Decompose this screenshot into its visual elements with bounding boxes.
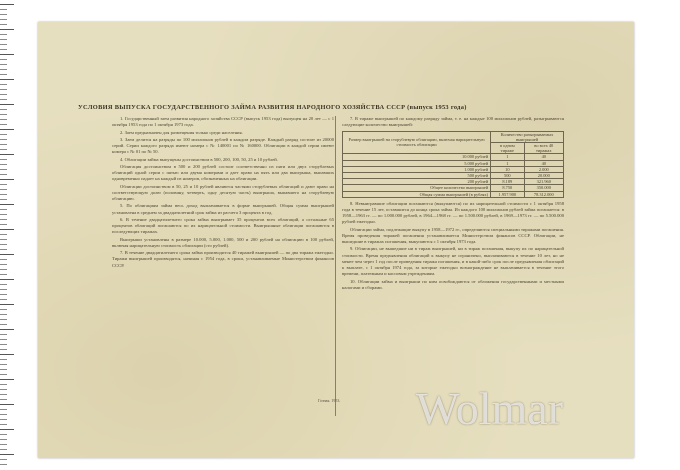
cell-size: 500 рублей xyxy=(343,172,491,178)
ruler-tick xyxy=(0,244,7,245)
ruler-tick xyxy=(0,344,7,345)
ruler-tick xyxy=(0,249,7,250)
ruler-tick xyxy=(0,284,7,285)
left-paragraph: 3. Заем делится на разряды по 100 миллионов рублей в каждом разряде. Каждый разряд состоит из 20000 серий. Серии каждого разряда имеют номера с № 140001 по № 160000. Облигации в каждой серии имеют номера с № 01 по № 50. xyxy=(112,136,334,155)
cell-one: 1 xyxy=(491,154,525,160)
ruler-tick xyxy=(0,34,7,35)
ruler-tick xyxy=(0,444,7,445)
table-total-sum-row xyxy=(343,191,564,197)
ruler-tick xyxy=(0,89,7,90)
ruler-tick xyxy=(0,404,14,405)
cell-one: 500 xyxy=(491,172,525,178)
ruler-tick xyxy=(0,189,7,190)
ruler-tick xyxy=(0,414,7,415)
right-column xyxy=(342,116,564,292)
left-paragraph: Облигация достоинством в 500 и 200 рублей состоит соответственно из пяти или двух сторублевых облигаций одной серии с пятью или двумя номерами и дает право на пять или два выигрыша, выпавших одновременно падает на каждый из номеров, обозначенных на облигации. xyxy=(112,163,334,182)
ruler-tick xyxy=(0,79,14,80)
ruler-tick xyxy=(0,209,7,210)
ruler-tick xyxy=(0,269,7,270)
ruler-tick xyxy=(0,69,7,70)
printer-imprint: Гознак. 1953. xyxy=(318,398,341,403)
table-head-size: Размер выигрышей на стоpублевую облигацию, включая нарицательную стоимость облигации xyxy=(343,131,491,154)
right-paragraph: 8. Невыигравшие облигации погашаются (выкупаются) по их нарицательной стоимости с 1 октября 1958 года в течение 15 лет, оставшиеся до конца срока займа. Из каждого 100 миллионов рублей займа погашается: в 1958—1963 гг. — по 1.000.000 рублей, в 1964—1968 гг. — по 1.500.000 рублей, в 1969—1973 гг. — по 5.500.000 рублей ежегодно. xyxy=(342,200,564,225)
ruler-tick xyxy=(0,424,7,425)
wolmar-watermark: Wolmar xyxy=(416,383,564,434)
ruler-tick xyxy=(0,114,7,115)
ruler-tick xyxy=(0,354,14,355)
ruler-tick xyxy=(0,319,7,320)
ruler-tick xyxy=(0,464,7,465)
cell-size: 10.000 рублей xyxy=(343,154,491,160)
ruler-tick xyxy=(0,429,14,430)
cell-all: 321.960 xyxy=(524,179,563,185)
ruler-tick xyxy=(0,324,7,325)
ruler-tick xyxy=(0,449,7,450)
ruler-tick xyxy=(0,379,14,380)
ruler-tick xyxy=(0,129,14,130)
ruler-tick xyxy=(0,304,14,305)
ruler-tick xyxy=(0,99,7,100)
ruler-tick xyxy=(0,94,7,95)
ruler-tick xyxy=(0,289,7,290)
ruler-tick xyxy=(0,394,7,395)
cell-total-count-all: 350.000 xyxy=(524,185,563,191)
ruler-tick xyxy=(0,369,7,370)
ruler-tick xyxy=(0,139,7,140)
table-head-group: Количество разыгрываемых выигрышей xyxy=(491,131,564,142)
ruler-tick xyxy=(0,184,7,185)
ruler-tick xyxy=(0,29,14,30)
ruler-tick xyxy=(0,219,7,220)
cell-one: 8.189 xyxy=(491,179,525,185)
ruler-tick xyxy=(0,279,14,280)
ruler-tick xyxy=(0,239,7,240)
cell-one: 10 xyxy=(491,166,525,172)
cell-total-sum-one: 1.957.900 xyxy=(491,191,525,197)
ruler-tick xyxy=(0,64,7,65)
ruler-tick xyxy=(0,194,7,195)
cell-all: 40 xyxy=(524,160,563,166)
right-intro: 7. В тираже выигрышей по каждому разряду займа, т. е. на каждые 100 миллионов рублей, разыгрываются следующие количество выигрышей: xyxy=(342,116,564,128)
ruler-tick xyxy=(0,174,7,175)
right-paragraph: 9. Облигации, не вышедшие ни в тираж выигрышей, ни в тираж погашения, выкупу их по нарицательной стоимости. Время предъявления облигаций к выкупу не ограничено, выплачиваются в течение 10 лет, но не менее чем через 1 год после проведения тиража погашения, и в какой-либо срок после предъявления облигаций к выплате, с 1 октября 1974 года, за которые ежегодно вознаграждение не выплачивается в течение этого времени, платежным и кассовым учреждениям. xyxy=(342,246,564,277)
left-paragraph: 5. По облигациям займа весь доход выплачивается в форме выигрышей. Общая сумма выигрышей установлена в среднем за двадцатилетний срок займа из расчета 3 процента в год. xyxy=(112,203,334,215)
ruler-tick xyxy=(0,229,14,230)
ruler-tick xyxy=(0,459,7,460)
ruler-tick xyxy=(0,334,7,335)
measurement-ruler xyxy=(0,0,34,470)
cell-total-count-label: Общее количество выигрышей xyxy=(343,185,491,191)
ruler-tick xyxy=(0,399,7,400)
ruler-tick xyxy=(0,234,7,235)
ruler-tick xyxy=(0,259,7,260)
left-paragraph: 7. В течение двадцатилетнего срока займа производится 40 тиражей выигрышей — по два тиража ежегодно. Тиражи выигрышей производятся, начиная с 1954 года, в сроки, устанавливаемые Министерством финансов СССР. xyxy=(112,250,334,268)
ruler-tick xyxy=(0,199,7,200)
ruler-tick xyxy=(0,44,7,45)
ruler-tick xyxy=(0,144,7,145)
ruler-tick xyxy=(0,104,14,105)
ruler-tick xyxy=(0,329,14,330)
ruler-tick xyxy=(0,359,7,360)
ruler-tick xyxy=(0,149,7,150)
ruler-tick xyxy=(0,434,7,435)
ruler-tick xyxy=(0,214,7,215)
ruler-tick xyxy=(0,109,7,110)
ruler-tick xyxy=(0,254,14,255)
cell-size: 200 рублей xyxy=(343,179,491,185)
cell-all: 40 xyxy=(524,154,563,160)
cell-total-count-one: 8.750 xyxy=(491,185,525,191)
ruler-tick xyxy=(0,19,7,20)
left-paragraph: 1. Государственный заем развития народного хозяйства СССР (выпуск 1953 года) выпущен на 20 лет — с 1 октября 1953 года по 1 октября 1973 года. xyxy=(112,116,334,128)
ruler-tick xyxy=(0,439,7,440)
cell-one: 1 xyxy=(491,160,525,166)
left-paragraph: Облигации достоинством в 50, 25 и 10 рублей являются частями сторублевых облигаций и дают право на соответствующую долю (половину, четверть, одну десятую часть) выигрыша, выпавшего на сторублевую облигацию. xyxy=(112,183,334,201)
ruler-tick xyxy=(0,384,7,385)
ruler-tick xyxy=(0,204,14,205)
ruler-tick xyxy=(0,164,7,165)
ruler-tick xyxy=(0,119,7,120)
ruler-tick xyxy=(0,294,7,295)
ruler-tick xyxy=(0,4,14,5)
ruler-tick xyxy=(0,299,7,300)
left-paragraph: 4. Облигации займа выпущены достоинством в 500, 200, 100, 50, 25 и 10 рублей. xyxy=(120,156,278,162)
left-paragraph: Выигрыши установлены в размере 10.000, 5.000, 1.000, 500 и 200 рублей на облигацию в 100 рублей, включая нарицательную стоимость облигации (сто рублей). xyxy=(112,236,334,248)
left-paragraph: 6. В течение двадцатилетнего срока займа выигрывает 35 процентов всех облигаций, а остальные 65 процентов облигаций погашаются по их нарицательной стоимости. Выигрышные облигации погашаются в последующих тиражах. xyxy=(112,216,334,235)
ruler-tick xyxy=(0,59,7,60)
cell-size: 5.000 рублей xyxy=(343,160,491,166)
ruler-tick xyxy=(0,84,7,85)
ruler-tick xyxy=(0,154,14,155)
ruler-tick xyxy=(0,24,7,25)
ruler-tick xyxy=(0,39,7,40)
ruler-tick xyxy=(0,179,14,180)
table-head-one: в одном тираже xyxy=(491,142,525,153)
ruler-tick xyxy=(0,274,7,275)
left-column xyxy=(112,116,334,270)
ruler-tick xyxy=(0,169,7,170)
cell-total-sum-all: 78.312.000 xyxy=(524,191,563,197)
ruler-tick xyxy=(0,374,7,375)
ruler-tick xyxy=(0,9,7,10)
table-head-all: во всех 40 тиражах xyxy=(524,142,563,153)
right-paragraph: 10. Облигации займа и выигрыши по ним освобождаются от обложения государственными и местными налогами и сборами. xyxy=(342,278,564,290)
ruler-tick xyxy=(0,419,7,420)
cell-total-sum-label: Общая сумма выигрышей (в рублях) xyxy=(343,191,491,197)
ruler-tick xyxy=(0,454,14,455)
ruler-tick xyxy=(0,74,7,75)
cell-all: 20.000 xyxy=(524,172,563,178)
ruler-tick xyxy=(0,309,7,310)
document-title: УСЛОВИЯ ВЫПУСКА ГОСУДАРСТВЕННОГО ЗАЙМА РАЗВИТИЯ НАРОДНОГО ХОЗЯЙСТВА СССР (выпуск 1953 года) xyxy=(78,104,467,111)
winnings-table xyxy=(342,131,564,198)
right-paragraph: Облигации займа, подлежащие выкупу в 1958—1972 гг., определяются специальными тиражами погашения. Время проведения тиражей погашения устанавливается Министерством финансов СССР. Облигации, не вышедшие в тиражах погашения, выкупаются с 1 октября 1973 года. xyxy=(342,226,564,245)
ruler-tick xyxy=(0,49,7,50)
ruler-tick xyxy=(0,314,7,315)
ruler-tick xyxy=(0,134,7,135)
column-divider xyxy=(335,116,336,416)
ruler-tick xyxy=(0,364,7,365)
ruler-tick xyxy=(0,14,7,15)
ruler-tick xyxy=(0,264,7,265)
ruler-tick xyxy=(0,339,7,340)
ruler-tick xyxy=(0,54,14,55)
ruler-tick xyxy=(0,389,7,390)
cell-size: 1.000 рублей xyxy=(343,166,491,172)
ruler-tick xyxy=(0,349,7,350)
ruler-tick xyxy=(0,124,7,125)
ruler-tick xyxy=(0,409,7,410)
left-paragraph: 2. Заем предназначен для размещения только среди населения. xyxy=(120,129,243,135)
ruler-tick xyxy=(0,224,7,225)
ruler-tick xyxy=(0,159,7,160)
cell-all: 2.000 xyxy=(524,166,563,172)
